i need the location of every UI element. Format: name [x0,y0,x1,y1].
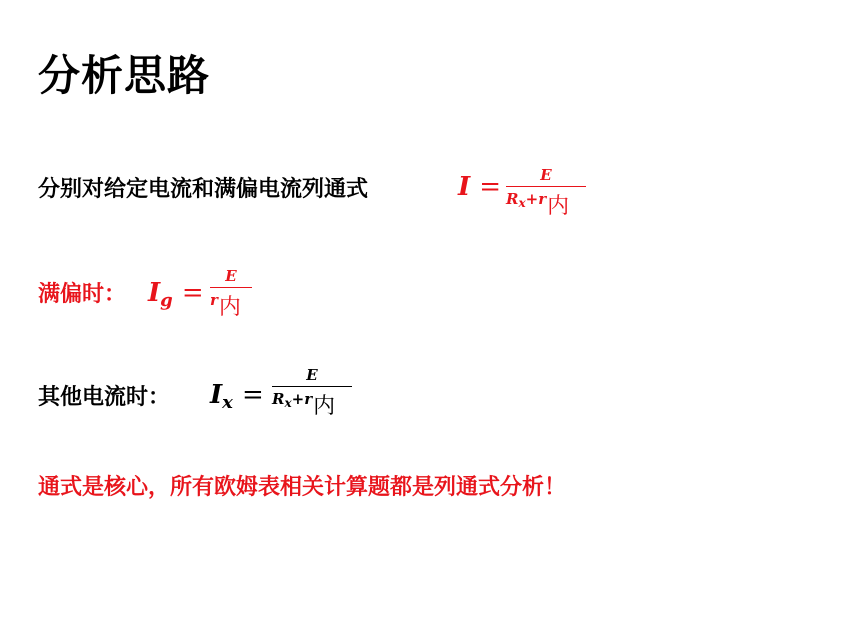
conclusion-text: 通式是核心，所有欧姆表相关计算题都是列通式分析！ [38,475,567,500]
statement-other-current-text: 其他电流时： [38,385,171,410]
formula-full-scale-lhs: I [148,278,161,308]
formula-other-current-denominator: $R_x+r$内 [272,390,336,419]
statement-full-scale-text: 满偏时： [38,282,127,307]
formula-other-current: Ix = [210,380,264,413]
formula-general-lhs: I [458,172,471,202]
formula-general-equals: = [479,172,502,202]
fraction-bar [506,186,586,187]
formula-general-denominator: $R_x+r$内 [506,190,570,219]
fraction-bar [210,287,252,288]
formula-general-fraction [506,166,586,219]
formula-full-scale-fraction [210,267,252,320]
formula-other-current-numerator: E [306,366,318,384]
formula-full-scale-numerator: E [225,267,237,285]
formula-full-scale-denominator: r内 [210,291,241,320]
formula-general-numerator: E [540,166,552,184]
formula-other-current-fraction [272,366,352,419]
formula-full-scale-equals: = [181,278,204,308]
formula-full-scale: Ig = [148,278,204,311]
statement-general [38,172,368,203]
formula-other-current-equals: = [241,380,264,410]
fraction-bar [272,386,352,387]
statement-full-scale [38,277,126,308]
formula-other-current-lhs: I [210,380,223,410]
statement-other-current [38,380,170,411]
statement-general-text: 分别对给定电流和满偏电流列通式 [38,177,369,202]
formula-general [458,172,501,202]
page-title: 分析思路 [38,51,211,100]
